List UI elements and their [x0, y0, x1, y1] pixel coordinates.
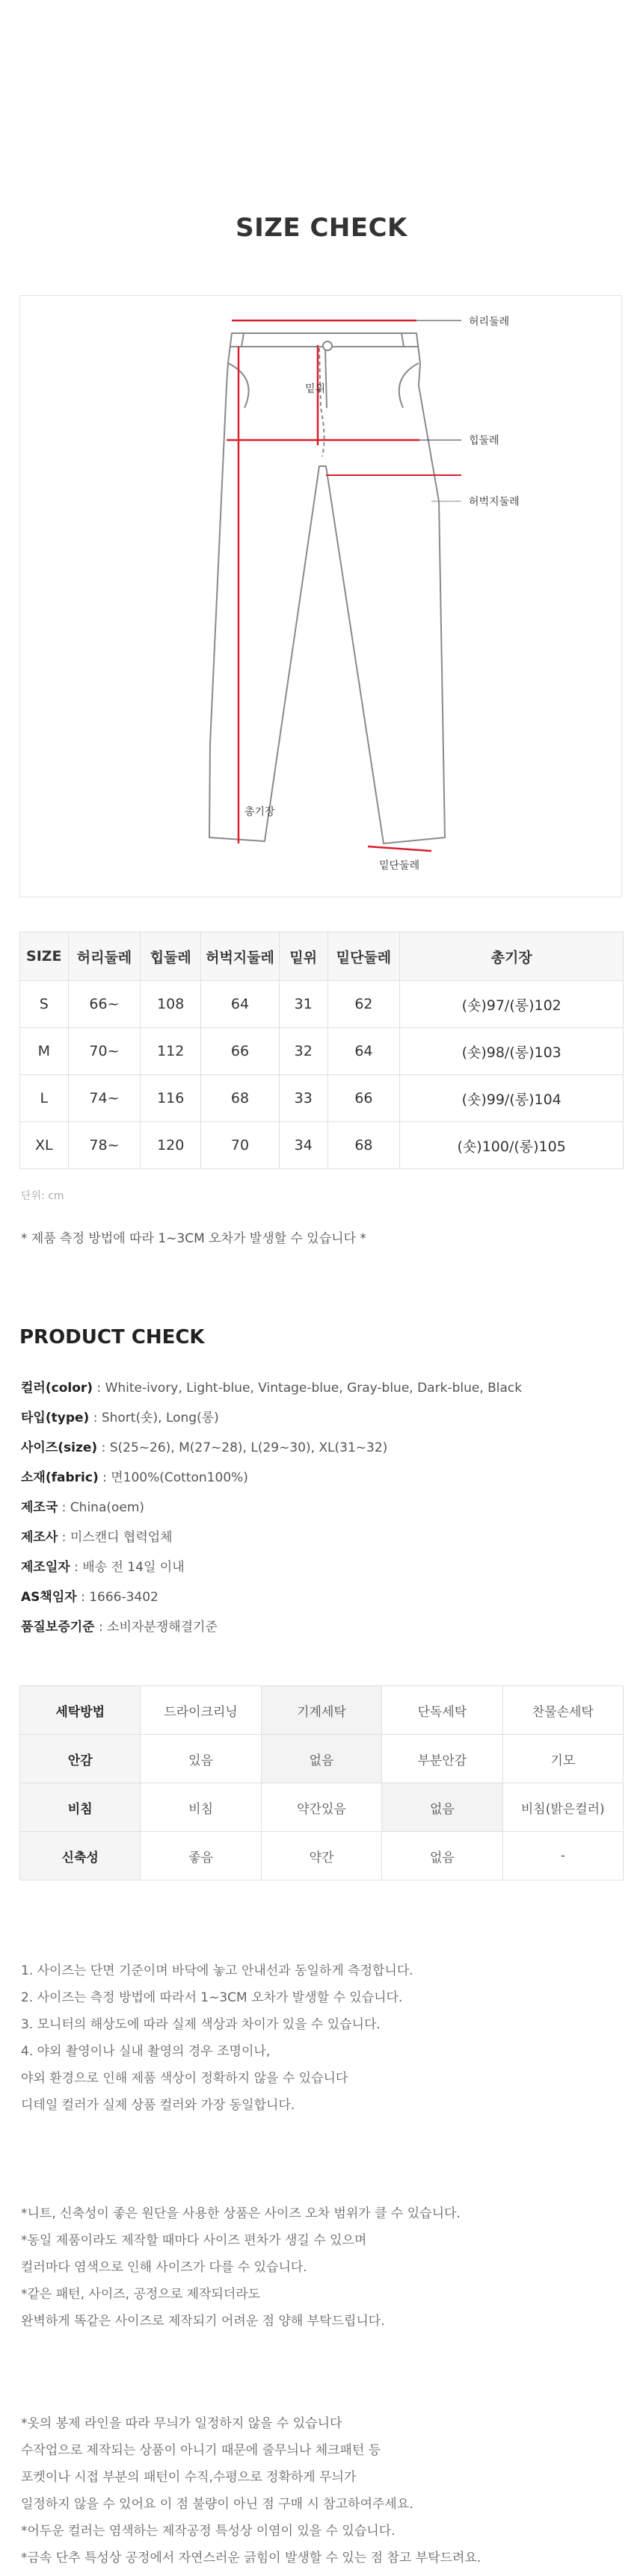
note-line: *어두운 컬러는 염색하는 제작공정 특성상 이염이 있을 수 있습니다.: [21, 2524, 396, 2539]
table-row: [20, 1686, 624, 1735]
size-cell: S: [20, 981, 69, 1028]
table-row: [20, 1832, 624, 1880]
table-cell: (숏)98/(롱)103: [400, 1028, 624, 1075]
header-cell: 밑위: [279, 932, 327, 981]
header-cell: 밑단둘레: [327, 932, 400, 981]
table-row: [20, 1783, 624, 1832]
size-check-title: SIZE CHECK: [236, 213, 407, 243]
table-cell: 112: [141, 1028, 201, 1075]
thigh-label: 허벅지둘레: [469, 496, 520, 508]
note-line: 야외 환경으로 인해 제품 색상이 정확하지 않을 수 있습니다: [21, 2071, 348, 2086]
table-cell: 64: [201, 981, 280, 1028]
table-cell: 32: [279, 1028, 327, 1075]
note-line: 1. 사이즈는 단면 기준이며 바닥에 놓고 안내선과 동일하게 측정합니다.: [21, 1963, 413, 1978]
spec-row-type: [21, 1403, 522, 1433]
table-cell: 31: [279, 981, 327, 1028]
size-cell: M: [20, 1028, 69, 1075]
spec-value: : 소비자분쟁해결기준: [94, 1620, 218, 1635]
table-row: [20, 1735, 624, 1783]
note-line: 디테일 컬러가 실제 상품 컬러와 가장 동일합니다.: [21, 2098, 295, 2113]
note-line: 3. 모니터의 해상도에 따라 실제 색상과 차이가 있을 수 있습니다.: [21, 2017, 381, 2032]
note-line: 포켓이나 시접 부분의 패턴이 수직,수평으로 정확하게 무늬가: [21, 2470, 357, 2485]
spec-label: 소재(fabric): [21, 1470, 99, 1485]
spec-value: : 배송 전 14일 이내: [70, 1560, 185, 1575]
table-cell: 약간: [261, 1832, 381, 1880]
header-cell: 허벅지둘레: [201, 932, 280, 981]
table-cell: 116: [141, 1075, 201, 1122]
spec-value: : Short(숏), Long(롱): [89, 1411, 219, 1425]
spec-row-manufacturer: [21, 1523, 522, 1552]
header-cell: 허리둘레: [68, 932, 141, 981]
row-header: 신축성: [20, 1832, 141, 1880]
table-cell: (숏)99/(롱)104: [400, 1075, 624, 1122]
table-cell: 62: [327, 981, 400, 1028]
spec-value: : China(oem): [58, 1500, 145, 1515]
size-cell: L: [20, 1075, 69, 1122]
table-cell: 68: [201, 1075, 280, 1122]
spec-value: : 1666-3402: [76, 1590, 159, 1605]
table-cell: 단독세탁: [382, 1686, 502, 1735]
table-cell: 66: [327, 1075, 400, 1122]
table-cell: 기계세탁: [261, 1686, 381, 1735]
table-cell: 68: [327, 1122, 400, 1169]
spec-value: : S(25~26), M(27~28), L(29~30), XL(31~32): [97, 1440, 388, 1455]
note-line: *옷의 봉제 라인을 따라 무늬가 일정하지 않을 수 있습니다: [21, 2416, 342, 2431]
fabric-info-table: [19, 1685, 624, 1880]
size-diagram: [19, 295, 622, 897]
note-line: 2. 사이즈는 측정 방법에 따라서 1~3CM 오차가 발생할 수 있습니다.: [21, 1990, 403, 2005]
spec-label: 타입(type): [21, 1411, 90, 1425]
length-label: 총기장: [244, 806, 275, 818]
table-row: [20, 1122, 624, 1169]
note-line: *니트, 신축성이 좋은 원단을 사용한 상품은 사이즈 오차 범위가 클 수 있습니다.: [21, 2206, 461, 2221]
spec-value: : 미스캔디 협력업체: [58, 1530, 173, 1545]
row-header: 세탁방법: [20, 1686, 141, 1735]
header-cell: SIZE: [20, 932, 69, 981]
table-cell: 부분안감: [382, 1735, 502, 1783]
spec-value: : 면100%(Cotton100%): [98, 1470, 248, 1485]
table-row: [20, 1075, 624, 1122]
note-line: *같은 패턴, 사이즈, 공정으로 제작되더라도: [21, 2287, 261, 2302]
spec-value: : White-ivory, Light-blue, Vintage-blue, Gray-blue, Dark-blue, Black: [93, 1381, 523, 1396]
table-cell: 없음: [382, 1783, 502, 1832]
table-cell: 70: [201, 1122, 280, 1169]
note-line: 완벽하게 똑같은 사이즈로 제작되기 어려운 점 양해 부탁드립니다.: [21, 2314, 385, 2329]
rise-label: 밑위: [305, 383, 326, 395]
table-cell: 78~: [68, 1122, 141, 1169]
table-cell: 34: [279, 1122, 327, 1169]
note-line: 일정하지 않을 수 있어요 이 점 불량이 아닌 점 구매 시 참고하여주세요.: [21, 2497, 413, 2512]
waist-label: 허리둘레: [469, 316, 510, 328]
spec-label: AS책임자: [21, 1590, 77, 1605]
notes-group-2: [21, 2200, 461, 2335]
table-cell: 없음: [382, 1832, 502, 1880]
spec-row-date: [21, 1552, 522, 1582]
header-cell: 총기장: [400, 932, 624, 981]
table-cell: 66: [201, 1028, 280, 1075]
note-line: *동일 제품이라도 제작할 때마다 사이즈 편차가 생길 수 있으며: [21, 2233, 367, 2248]
spec-label: 품질보증기준: [21, 1620, 95, 1635]
spec-label: 제조일자: [21, 1560, 70, 1575]
table-cell: (숏)97/(롱)102: [400, 981, 624, 1028]
spec-row-size: [21, 1433, 522, 1463]
size-cell: XL: [20, 1122, 69, 1169]
spec-label: 제조사: [21, 1530, 58, 1545]
hip-label: 힙둘레: [469, 435, 499, 447]
spec-list: [21, 1373, 522, 1642]
table-cell: 없음: [261, 1735, 381, 1783]
table-row: [20, 981, 624, 1028]
size-table: [19, 932, 624, 1169]
table-cell: 좋음: [141, 1832, 261, 1880]
table-cell: (숏)100/(롱)105: [400, 1122, 624, 1169]
spec-row-fabric: [21, 1463, 522, 1493]
unit-label: 단위: cm: [21, 1190, 64, 1202]
note-line: *금속 단추 특성상 공정에서 자연스러운 긁힘이 발생할 수 있는 점 참고 부탁드려요.: [21, 2551, 482, 2566]
spec-row-quality: [21, 1612, 522, 1642]
notes-group-3: [21, 2410, 481, 2572]
spec-label: 컬러(color): [21, 1381, 93, 1396]
spec-row-country: [21, 1493, 522, 1523]
product-check-title: PRODUCT CHECK: [19, 1326, 205, 1349]
table-row: [20, 1028, 624, 1075]
size-table-header: [20, 932, 624, 981]
table-cell: 74~: [68, 1075, 141, 1122]
row-header: 비침: [20, 1783, 141, 1832]
note-line: 수작업으로 제작되는 상품이 아니기 때문에 줄무늬나 체크패턴 등: [21, 2443, 381, 2458]
row-header: 안감: [20, 1735, 141, 1783]
table-cell: -: [502, 1832, 623, 1880]
spec-row-color: [21, 1373, 522, 1403]
spec-label: 사이즈(size): [21, 1440, 98, 1455]
table-cell: 70~: [68, 1028, 141, 1075]
spec-row-as: [21, 1582, 522, 1612]
table-cell: 108: [141, 981, 201, 1028]
table-cell: 있음: [141, 1735, 261, 1783]
table-cell: 64: [327, 1028, 400, 1075]
table-cell: 기모: [502, 1735, 623, 1783]
table-cell: 비침: [141, 1783, 261, 1832]
table-cell: 66~: [68, 981, 141, 1028]
measurement-notice: * 제품 측정 방법에 따라 1~3CM 오차가 발생할 수 있습니다 *: [21, 1231, 366, 1246]
table-cell: 비침(밝은컬러): [502, 1783, 623, 1832]
notes-group-1: [21, 1957, 413, 2119]
table-cell: 33: [279, 1075, 327, 1122]
note-line: 컬러마다 염색으로 인해 사이즈가 다를 수 있습니다.: [21, 2260, 307, 2275]
header-cell: 힙둘레: [141, 932, 201, 981]
table-cell: 약간있음: [261, 1783, 381, 1832]
table-cell: 찬물손세탁: [502, 1686, 623, 1735]
hem-label: 밑단둘레: [379, 860, 420, 872]
table-cell: 120: [141, 1122, 201, 1169]
note-line: 4. 야외 촬영이나 실내 촬영의 경우 조명이나,: [21, 2044, 271, 2059]
spec-label: 제조국: [21, 1500, 58, 1515]
table-cell: 드라이크리닝: [141, 1686, 261, 1735]
